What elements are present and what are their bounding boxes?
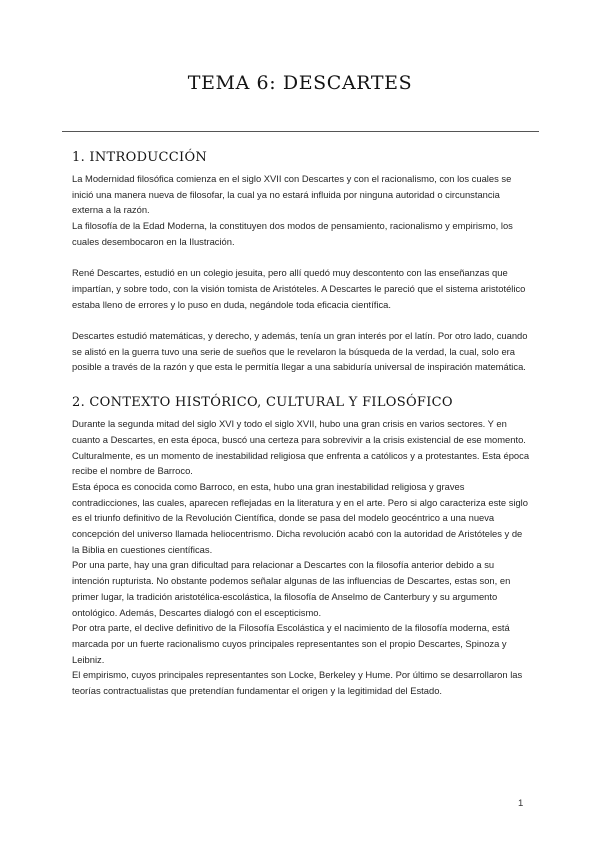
title-divider [62, 131, 539, 132]
page-number: 1 [518, 798, 524, 809]
document-title: TEMA 6: DESCARTES [187, 72, 413, 94]
paragraph: Durante la segunda mitad del siglo XVI y todo el siglo XVII, hubo una gran crisis en varios sectores. Y en cuanto a Descartes, en esta época, buscó una certeza para sobrevivir a la crisis existencial de ese momento. [72, 418, 526, 445]
paragraph: Por otra parte, el declive definitivo de la Filosofía Escolástica y el nacimiento de la filosofía moderna, está marcada por un fuerte racionalismo cuyos principales representantes son el propio Descartes, Spinoza y Leibniz. [72, 622, 510, 665]
paragraph: La Modernidad filosófica comienza en el siglo XVII con Descartes y con el racionalismo, con los cuales se inició una manera nueva de filosofar, la cual ya no estará influida por ninguna autoridad o circunstancia externa a la razón. [72, 173, 512, 216]
paragraph: René Descartes, estudió en un colegio jesuita, pero allí quedó muy descontento con las enseñanzas que impartían, y sobre todo, con la visión tomista de Aristóteles. A Descartes le pareció que el sistema aristotélico estaba lleno de errores y lo puso en duda, negándole toda eficacia científica. [72, 267, 526, 310]
paragraph: La filosofía de la Edad Moderna, la constituyen dos modos de pensamiento, racionalismo y empirismo, los cuales desembocaron en la Ilustración. [72, 220, 513, 247]
paragraph: Esta época es conocida como Barroco, en esta, hubo una gran inestabilidad religiosa y graves contradicciones, las cuales, aparecen reflejadas en la literatura y en el arte. Pero si algo caracteriza este siglo es el triunfo definitivo de la Revolución Científica, donde se pasa del modelo geocéntrico a una nueva concepción del universo llamada heliocentrismo. Dicha revolución acabó con la autoridad de Aristóteles y de la Biblia en cuestiones científicas. [72, 480, 528, 555]
paragraph: El empirismo, cuyos principales representantes son Locke, Berkeley y Hume. Por último se desarrollaron las teorías contractualistas que pretendían fundamentar el origen y la legitimidad del Estado. [72, 669, 523, 697]
section-heading-introduccion: 1. INTRODUCCIÓN [72, 150, 208, 165]
paragraph: Descartes estudió matemáticas, y derecho, y además, tenía un gran interés por el latín. Por otro lado, cuando se alistó en la guerra tuvo una serie de sueños que le revelaron la búsqueda de la verdad, la cual, solo era posible a través de la razón y que esta le permitía llegar a una sabiduría universal de inspiración matemática. [72, 330, 528, 373]
document-body [72, 150, 532, 699]
paragraph: Culturalmente, es un momento de inestabilidad religiosa que enfrenta a católicos y a protestantes. Esta época recibe el nombre de Barroco. [72, 449, 530, 477]
section-heading-contexto: 2. CONTEXTO HISTÓRICO, CULTURAL Y FILOSÓFICO [72, 395, 453, 411]
paragraph: Por una parte, hay una gran dificultad para relacionar a Descartes con la filosofía anterior debido a su intención rupturista. No obstante podemos señalar algunas de las influencias de Descartes, estas son, en primer lugar, la tradición aristotélica-escolástica, la filosofía de Anselmo de Canterbury y su argumento ontológico. Además, Descartes dialogó con el escepticismo. [72, 559, 511, 618]
